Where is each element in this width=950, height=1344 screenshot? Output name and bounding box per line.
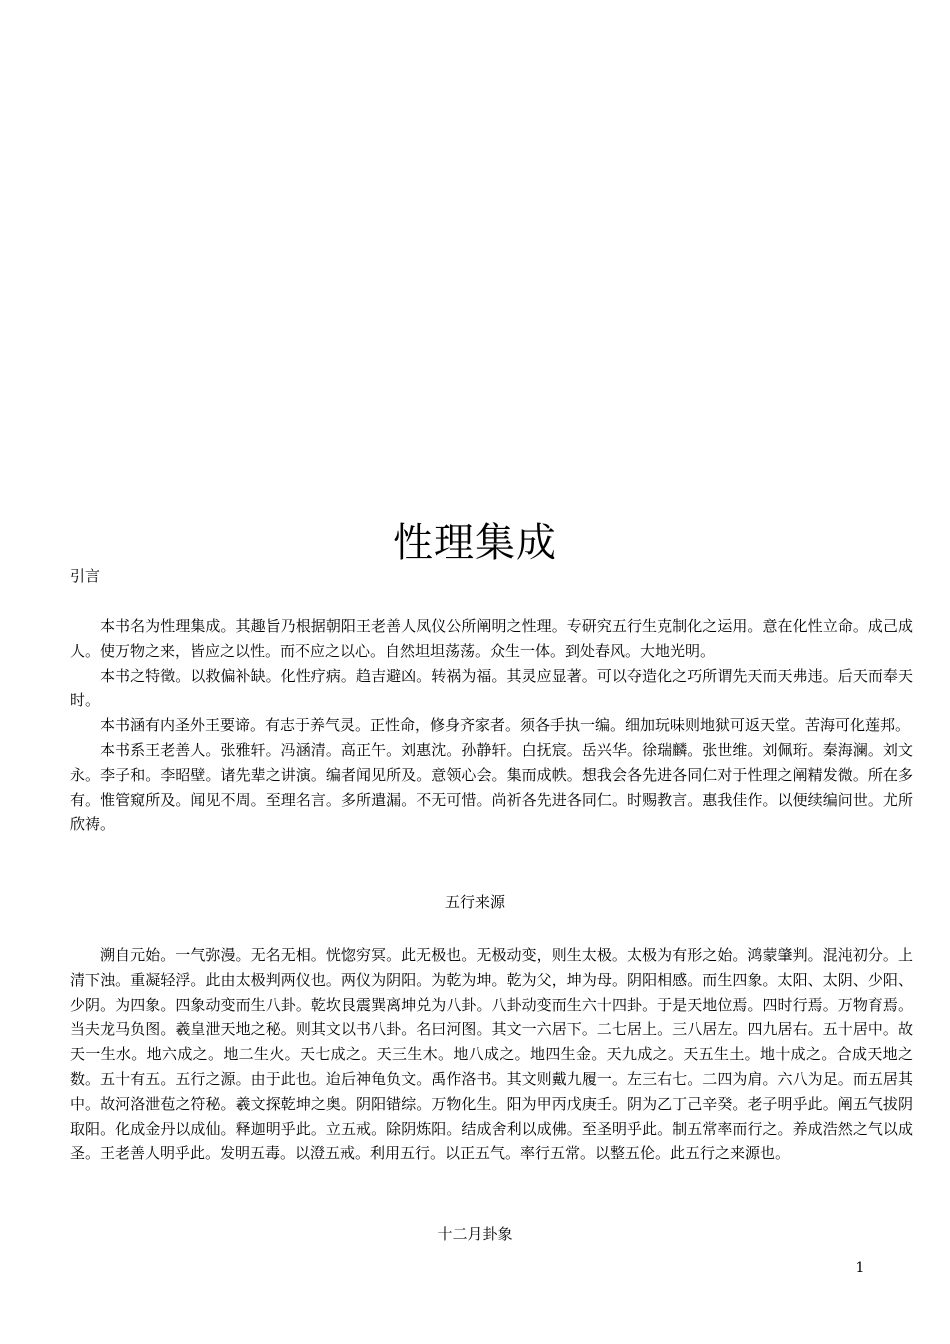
page-number: 1	[855, 1260, 865, 1276]
intro-section	[70, 614, 913, 837]
intro-paragraph: 本书系王老善人。张雅轩。冯涵清。高正午。刘惠沈。孙静轩。白抚宸。岳兴华。徐瑞麟。张世维。刘佩珩。秦海澜。刘文永。李子和。李昭壁。诸先辈之讲演。编者闻见所及。意领心会。集而成帙。想我会各先进各同仁对于性理之阐精发微。所在多有。惟管窥所及。闻见不周。至理名言。多所遣漏。不无可惜。尚祈各先进各同仁。时赐教言。惠我佳作。以便续编问世。尤所欣祷。	[70, 740, 913, 834]
intro-paragraph: 本书涵有内圣外王要谛。有志于养气灵。正性命，修身齐家者。须各手执一编。细加玩味则地狱可返天堂。苦海可化莲邦。	[100, 716, 911, 735]
document-title: 性理集成	[393, 520, 557, 566]
wuxing-section	[70, 943, 913, 1166]
wuxing-paragraph: 溯自元始。一气弥漫。无名无相。恍惚穷冥。此无极也。无极动变，则生太极。太极为有形之始。鸿蒙肇判。混沌初分。上清下浊。重凝轻浮。此由太极判两仪也。两仪为阴阳。为乾为坤。乾为父，坤为母。阴阳相感。而生四象。太阳、太阴、少阳、少阴。为四象。四象动变而生八卦。乾坎艮震巽离坤兑为八卦。八卦动变而生六十四卦。于是天地位焉。四时行焉。万物育焉。当夫龙马负图。羲皇泄天地之秘。则其文以书八卦。名曰河图。其文一六居下。二七居上。三八居左。四九居右。五十居中。故天一生水。地六成之。地二生火。天七成之。天三生木。地八成之。地四生金。天九成之。天五生土。地十成之。合成天地之数。五十有五。五行之源。由于此也。迨后神龟负文。禹作洛书。其文则戴九履一。左三右七。二四为肩。六八为足。而五居其中。故河洛泄苞之符秘。羲文探乾坤之奥。阴阳错综。万物化生。阳为甲丙戊庚壬。阴为乙丁己辛癸。老子明乎此。阐五气拔阴取阳。化成金丹以成仙。释迦明乎此。立五戒。除阴炼阳。结成舍利以成佛。至圣明乎此。制五常率而行之。养成浩然之气以成圣。王老善人明乎此。发明五毒。以澄五戒。利用五行。以正五气。率行五常。以整五伦。此五行之来源也。	[70, 946, 913, 1163]
section-heading-twelve-months: 十二月卦象	[437, 1225, 513, 1243]
intro-label: 引言	[70, 567, 101, 585]
intro-paragraph: 本书名为性理集成。其趣旨乃根据朝阳王老善人凤仪公所阐明之性理。专研究五行生克制化之运用。意在化性立命。成己成人。使万物之来，皆应之以性。而不应之以心。自然坦坦荡荡。众生一体。到处春风。大地光明。	[70, 617, 913, 660]
section-heading-wuxing: 五行来源	[444, 893, 505, 911]
intro-paragraph: 本书之特徵。以救偏补缺。化性疗病。趋吉避凶。转祸为福。其灵应显著。可以夺造化之巧所谓先天而天弗违。后天而奉天时。	[70, 666, 913, 710]
